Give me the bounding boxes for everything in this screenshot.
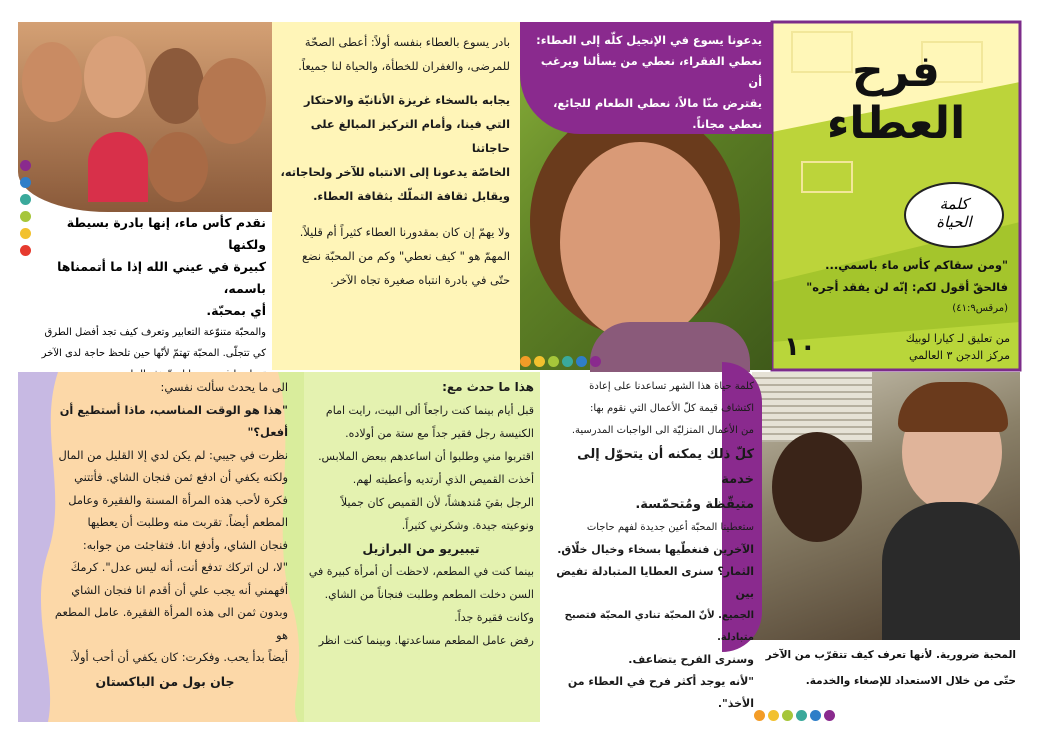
child-face-5 bbox=[148, 132, 208, 202]
bl-line-5: فنجان الشاي، وأدفع انا. فتفاجئت من جوابه: bbox=[82, 537, 288, 552]
badge-line-1: كلمة bbox=[939, 195, 969, 213]
bl-line-2: ولكنه يكفي أن ادفع ثمن فنجان الشاي. فأتتني bbox=[74, 470, 288, 484]
quote-line-2: فالحقّ أقول لكم: إنّه لن يفقد أجره" bbox=[806, 280, 1008, 294]
bdot-yellow bbox=[768, 710, 779, 721]
dot-blue bbox=[576, 356, 587, 367]
quote-reference: (مرقس٤١:٩) bbox=[952, 303, 1008, 314]
bm-line-9: وكانت فقيرة جداً. bbox=[454, 611, 534, 624]
yellow-p2-line-2: التي فينا، وأمام التركيز المبالغ على حاجاتنا bbox=[310, 117, 510, 155]
bl-question: "هذا هو الوقت المناسب، ماذا أستطيع أن أفعل؟" bbox=[59, 402, 288, 439]
bl-line-1: نظرت في جيبي: لم يكن لدي إلا القليل من المال bbox=[58, 447, 288, 462]
bottom-left-panel bbox=[18, 372, 304, 722]
badge-line-2: الحياة bbox=[936, 213, 972, 231]
boy-right-shirt bbox=[882, 502, 1020, 640]
br-p3-line-1: الثمار؟ سنرى العطايا المتبادلة تفيض بين bbox=[556, 565, 754, 600]
tl-line-2: كي تتجلّى. المحبّة تهتمّ لأنّها حين تلحظ حاجة لدى الآخر bbox=[41, 348, 266, 359]
bm-line-8: السن دخلت المطعم وطلبت فنجاناً من الشاي. bbox=[324, 588, 534, 601]
bl-line-4: المطعم أيضاً. تقربت منه وطلبت أن يعطيها bbox=[87, 515, 288, 529]
bm-line-4: أخذت القميص الذي أرتديه وأعطيته لهم. bbox=[352, 473, 534, 486]
yellow-p3-line-1: ولا يهمّ إن كان بمقدورنا العطاء كثيراً أم قليلاً. bbox=[299, 225, 510, 239]
bm-line-1: قبل أيام بينما كنت راجعاً ألى البيت، رايت امام bbox=[325, 404, 534, 417]
vertical-color-dots bbox=[20, 160, 31, 256]
vdot-purple bbox=[20, 160, 31, 171]
br-p2-line-2: الآخرين فنغطّيها بسخاء وخيال خلّاق. bbox=[557, 543, 754, 556]
bm-line-3: اقتربوا مني وطلبوا أن اساعدهم ببعض الملابس. bbox=[318, 450, 534, 463]
bl-line-6: "لا، لن اتركك تدفع أنت، أنه ليس عدل". كرمكَ bbox=[70, 560, 288, 574]
bm-line-7: بينما كنت في المطعم، لاحظت أن أمرأة كبيرة في bbox=[308, 565, 534, 578]
yellow-p1-line-1: بادر يسوع بالعطاء بنفسه أولاً: أعطى الصحّة bbox=[304, 35, 510, 49]
child-face-2 bbox=[84, 36, 146, 118]
children-group-photo bbox=[18, 22, 272, 212]
top-left-text bbox=[34, 212, 266, 385]
photo-caption bbox=[754, 642, 1016, 694]
boy-photo-panel bbox=[520, 22, 772, 370]
bm-line-2: الكنيسة رجل فقير جداً مع ستة من أولاده. bbox=[345, 427, 534, 440]
vdot-red bbox=[20, 245, 31, 256]
bl-line-8: وبدون ثمن الى هذه المرأة الفقيرة. عامل المطعم هو bbox=[54, 605, 288, 642]
caption-line-2: حتّى من خلال الاستعداد للإصغاء والخدمة. bbox=[805, 675, 1016, 687]
bl-intro: الى ما يحدث سألت نفسي: bbox=[160, 380, 288, 394]
two-boys-photo bbox=[752, 372, 1020, 640]
bl-line-7: أفهمني أنه يجب علي أن أقدم انا فنجان الشاي bbox=[71, 582, 288, 597]
tl-bold-line-2: كبيرة في عيني الله إذا ما أتممناها باسمه، bbox=[57, 259, 266, 296]
purple-line-3: يقترض منّا مالاً، نعطي الطعام للجائع، bbox=[553, 96, 762, 110]
yellow-p2-line-4: ويقابل ثقافة التملّك بثقافة العطاء. bbox=[313, 189, 510, 203]
bm-line-5: الرجل بقيَ مُندهشاً، لأن القميص كان جميلاً bbox=[340, 496, 534, 509]
credit-line-2: مركز الدجن ٣ العالمي bbox=[909, 349, 1010, 362]
page-number: ١٠ bbox=[784, 332, 816, 362]
bm-line-10: رفض عامل المطعم مساعدتها. وبينما كنت انظر bbox=[318, 634, 534, 647]
br-p1-line-2: اكتشاف قيمة كلّ الأعمال التي نقوم بها: bbox=[590, 403, 754, 414]
yellow-p2-line-3: الخاصّة يدعونا إلى الانتباه للآخر ولحاجاته، bbox=[280, 165, 510, 179]
yellow-p2-line-1: يجابه بالسخاء غريزة الأنانيّة والاحتكار bbox=[303, 93, 510, 107]
vdot-teal bbox=[20, 194, 31, 205]
purple-line-4: نعطي مجاناً. bbox=[692, 117, 762, 131]
bdot-green bbox=[782, 710, 793, 721]
vdot-blue bbox=[20, 177, 31, 188]
boy-right-hair bbox=[898, 382, 1008, 432]
bdot-purple bbox=[824, 710, 835, 721]
br-p1-line-3: من الأعمال المنزليّة الى الواجبات المدرسية. bbox=[571, 425, 754, 436]
yellow-p3-line-3: حتّى في بادرة انتباه صغيرة تجاه الآخر. bbox=[330, 273, 510, 287]
bdot-teal bbox=[796, 710, 807, 721]
vdot-yellow bbox=[20, 228, 31, 239]
br-heading-2: متيقّظة ومُتحمّسة. bbox=[635, 497, 754, 512]
yellow-p1-line-2: للمرضى، والغفران للخطأة، والحياة لنا جميعاً. bbox=[298, 59, 510, 73]
caption-line-1: المحبة ضرورية. لأنها تعرف كيف تتقرّب من الآخر bbox=[765, 649, 1016, 661]
bottom-color-dots bbox=[754, 710, 835, 721]
vdot-green bbox=[20, 211, 31, 222]
bdot-blue bbox=[810, 710, 821, 721]
bottom-right-panel bbox=[540, 372, 1020, 722]
purple-quote-box bbox=[520, 22, 772, 134]
boy-face bbox=[560, 142, 720, 342]
bl-signature: جان بول من الباكستان bbox=[95, 673, 235, 689]
word-of-life-badge bbox=[904, 182, 1004, 248]
bl-line-3: فكرة لأحب هذه المرأة المسنة والفقيرة وعامل bbox=[68, 492, 288, 507]
tl-bold-line-3: أي بمحبّة. bbox=[206, 303, 266, 318]
child-face-1 bbox=[22, 42, 82, 122]
tl-line-1: والمحبّة متنوّعة التعابير وتعرف كيف تجد أفضل الطرق bbox=[44, 327, 266, 338]
tl-bold-line-1: نقدم كأس ماء، إنها بادرة بسيطة ولكنها bbox=[66, 215, 266, 252]
br-p3-line-2: الجميع. لأنّ المحبّة تنادي المحبّة فتصبح متبادلة. bbox=[564, 610, 754, 643]
dot-orange bbox=[520, 356, 531, 367]
dot-teal bbox=[562, 356, 573, 367]
br-p2-line-1: ستعطينا المحبّة أعين جديدة لفهم حاجات bbox=[586, 522, 754, 533]
title-line-2: العطاء bbox=[826, 98, 966, 149]
top-left-panel bbox=[18, 22, 272, 370]
bm-heading-1: هذا ما حدث مع: bbox=[442, 380, 534, 394]
bdot-orange bbox=[754, 710, 765, 721]
title-line-1: فرح bbox=[852, 46, 940, 97]
dot-yellow bbox=[534, 356, 545, 367]
bl-line-9: أيضاً بدأ يحب. وفكرت: كان يكفي أن أحب أولاً. bbox=[69, 650, 288, 664]
child-face-4 bbox=[198, 58, 266, 144]
br-heading-1: كلّ ذلك يمكنه أن يتحوّل إلى خدمة bbox=[577, 447, 754, 487]
credit-line-1: من تعليق لـ كيارا لوبيك bbox=[905, 332, 1010, 345]
purple-line-2: نعطي الفقراء، نعطي من يسألنا ويرغب أن bbox=[540, 54, 762, 89]
child-face-3 bbox=[148, 48, 204, 124]
dot-green bbox=[548, 356, 559, 367]
br-p3-line-3: وسنرى الفرح يتضاعف. bbox=[628, 653, 754, 666]
bottom-right-text bbox=[548, 376, 754, 715]
br-p1-line-1: كلمة حياة هذا الشهر تساعدنا على إعادة bbox=[589, 381, 754, 392]
br-closing-quote: "لأنه يوجد أكثر فرح في العطاء من الأخذ". bbox=[567, 675, 754, 710]
red-shirt bbox=[88, 132, 148, 202]
color-dots bbox=[520, 356, 601, 367]
cover-panel bbox=[772, 22, 1020, 370]
yellow-text-column bbox=[272, 22, 520, 370]
quote-line-1: "ومن سقاكم كأس ماء باسمي... bbox=[825, 258, 1008, 272]
bm-line-6: ونوعيته جيدة. وشكرني كثيراً. bbox=[401, 519, 534, 532]
bottom-left-text bbox=[42, 376, 288, 693]
boy-left-face bbox=[772, 432, 862, 542]
dot-purple bbox=[590, 356, 601, 367]
bottom-mid-text bbox=[308, 376, 534, 652]
cover-title bbox=[772, 46, 1020, 150]
bm-heading-2: تيبيريو من البرازيل bbox=[362, 541, 480, 556]
bottom-mid-panel bbox=[304, 372, 540, 722]
commentary-credit bbox=[842, 330, 1010, 364]
cover-quote bbox=[782, 254, 1008, 320]
purple-line-1: يدعونا يسوع في الإنجيل كلّه إلى العطاء: bbox=[536, 33, 762, 47]
yellow-p3-line-2: المهمّ هو " كيف نعطي" وكم من المحبّة نضع bbox=[301, 249, 510, 263]
